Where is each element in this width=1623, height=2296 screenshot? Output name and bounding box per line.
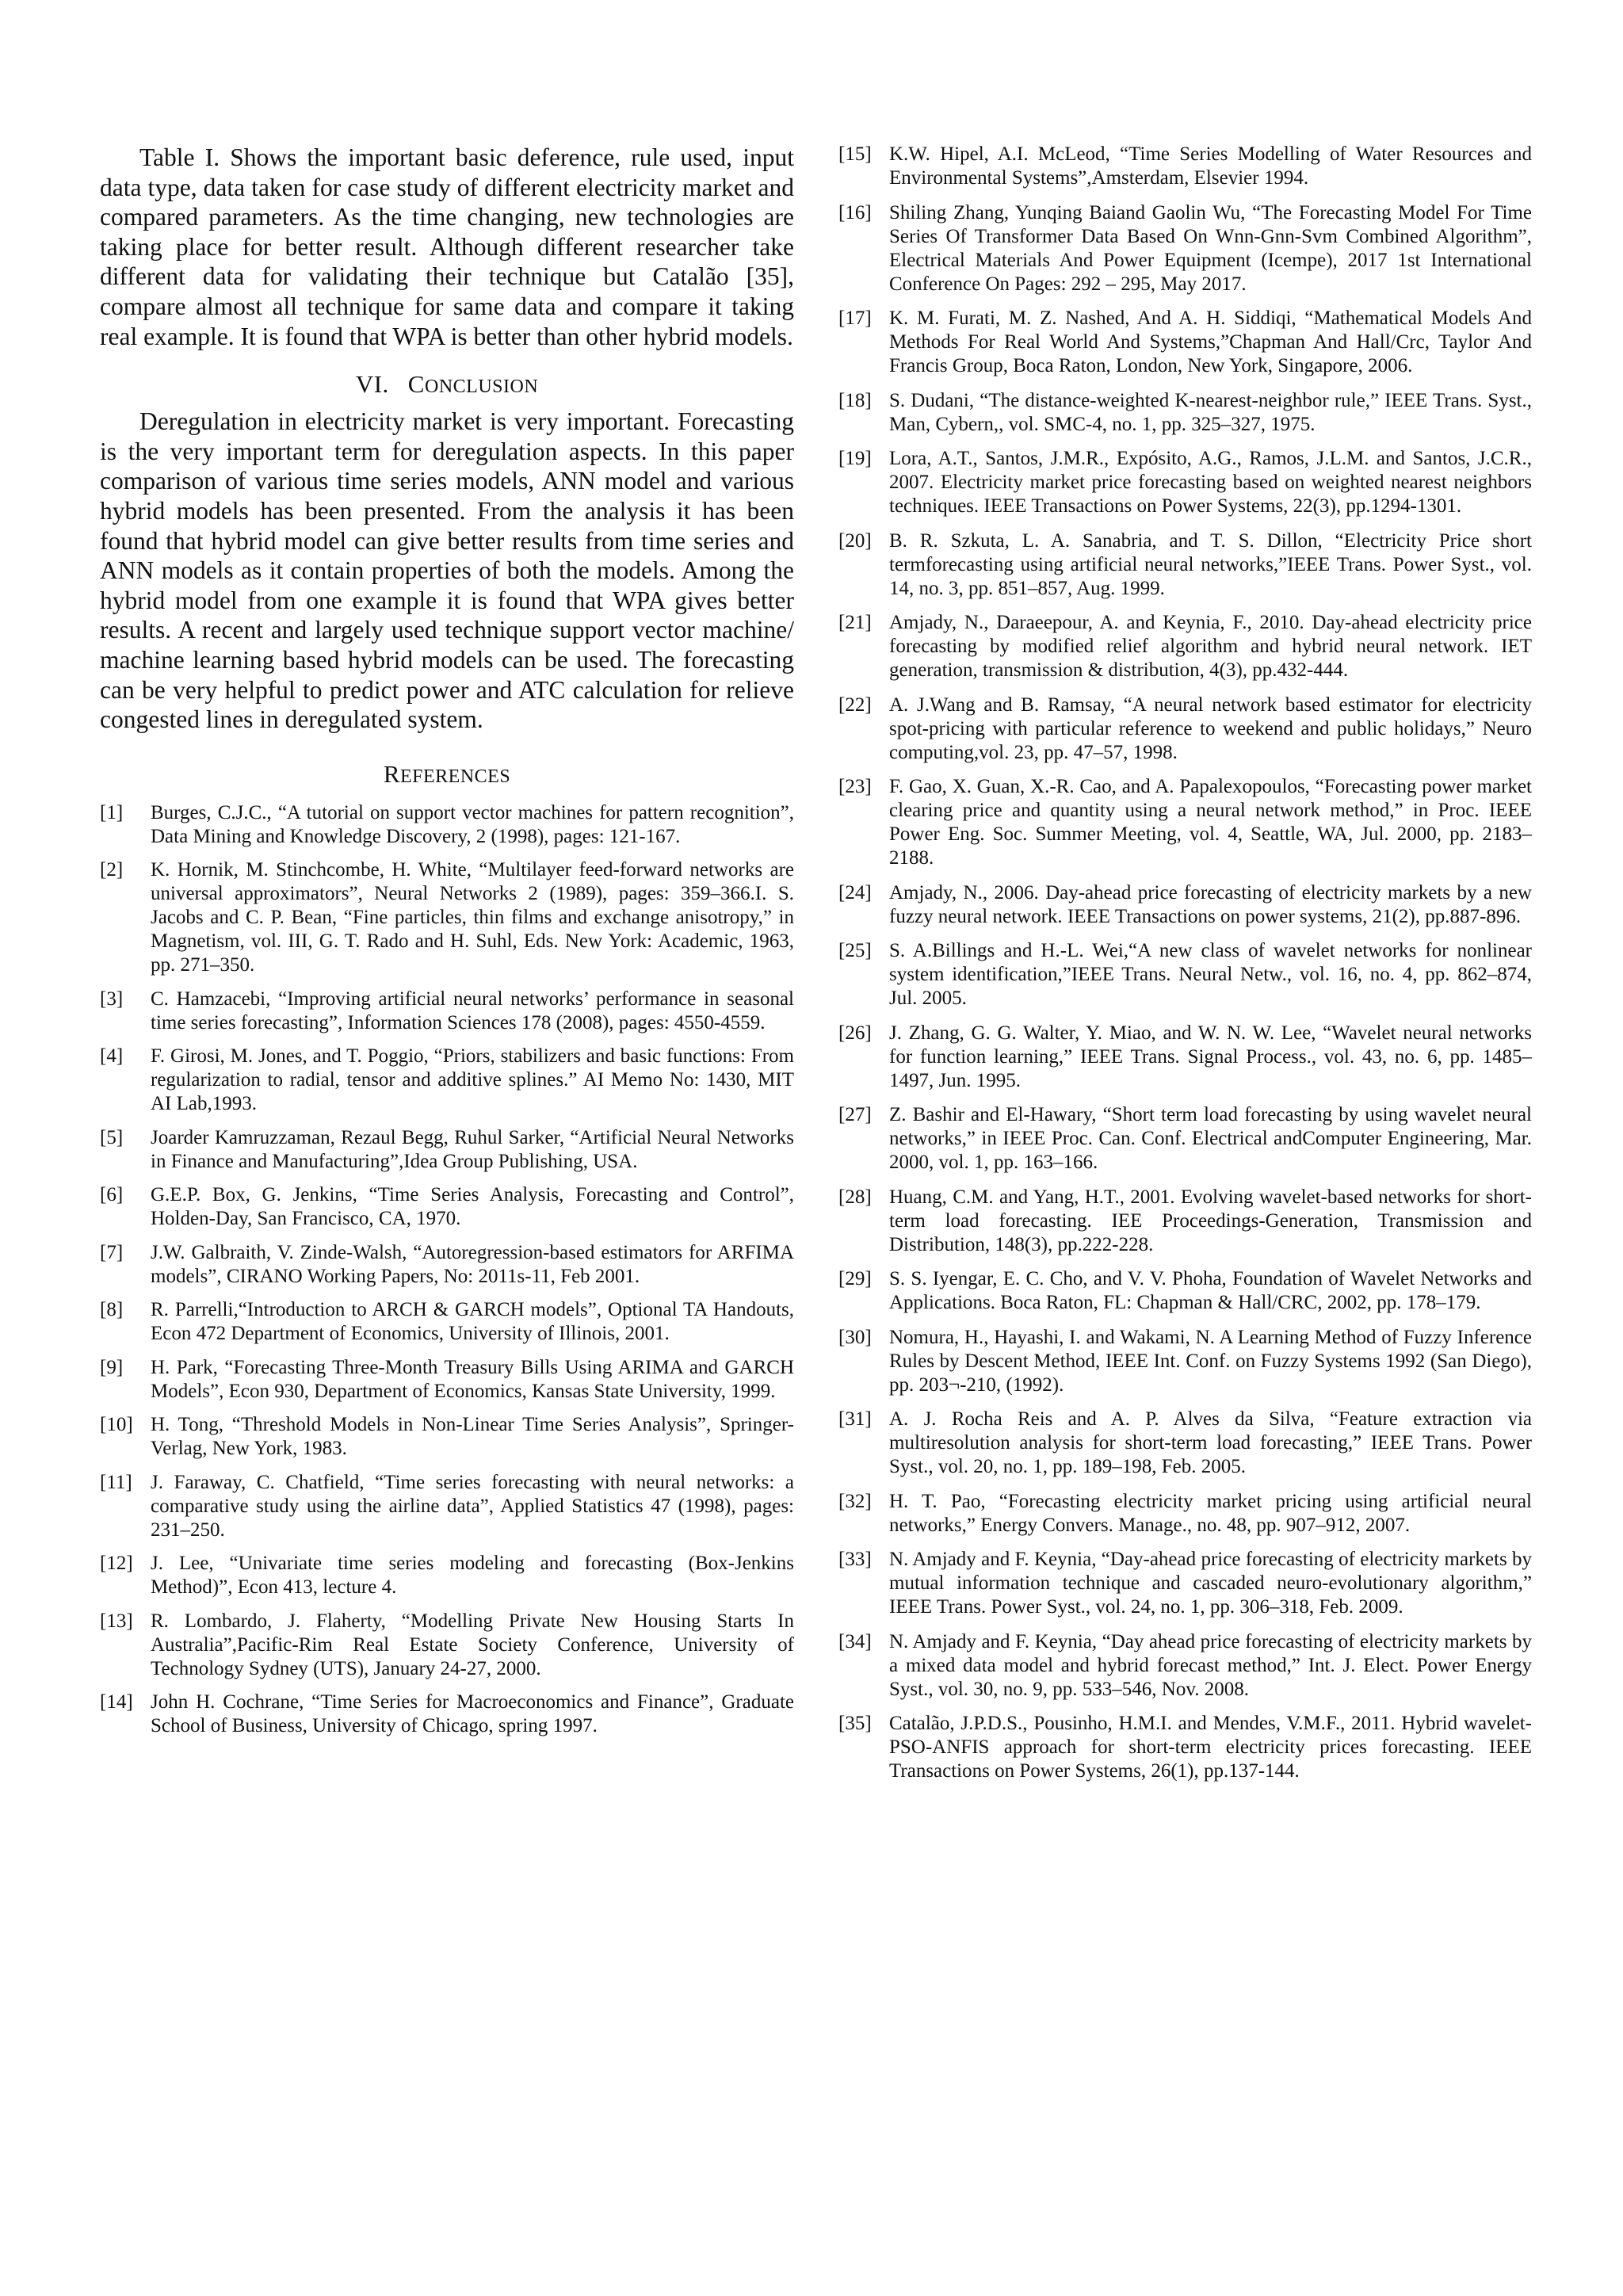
reference-text: A. J.Wang and B. Ramsay, “A neural network based estimator for electricity spot-pricing with particular reference to weekend and public holidays,” Neuro computing,vol. 23, pp. 47–57, 1998. bbox=[889, 693, 1532, 763]
reference-item bbox=[100, 1413, 794, 1461]
references-heading bbox=[100, 760, 794, 789]
reference-number: [22] bbox=[838, 693, 872, 716]
reference-text: N. Amjady and F. Keynia, “Day-ahead price forecasting of electricity markets by mutual information technique and cascaded neuro-evolutionary algorithm,” IEEE Trans. Power Syst., vol. 24, no. 1, pp. 306–318, Feb. 2009. bbox=[889, 1549, 1532, 1618]
conclusion-paragraph: Deregulation in electricity market is very important. Forecasting is the very important term for deregulation aspects. In this paper comparison of various time series models, ANN model and various hybrid models has been presented. From the analysis it has been found that hybrid model can give better results from time series and ANN models as it contain properties of both the models. Among the hybrid model from one example it is found that WPA gives better results. A recent and largely used technique support vector machine/ machine learning based hybrid models can be used. The forecasting can be very helpful to predict power and ATC calculation for relieve congested lines in deregulated system. bbox=[100, 407, 794, 734]
reference-number: [16] bbox=[838, 201, 872, 223]
reference-item bbox=[100, 858, 794, 977]
reference-item bbox=[100, 1471, 794, 1542]
reference-list-left bbox=[100, 801, 794, 1739]
reference-text: C. Hamzacebi, “Improving artificial neural networks’ performance in seasonal time series forecasting”, Information Sciences 178 (2008), pages: 4550-4559. bbox=[151, 988, 794, 1033]
reference-text: Amjady, N., Daraeepour, A. and Keynia, F., 2010. Day-ahead electricity price forecasting by modified relief algorithm and hybrid neural network. IET generation, transmission & distribution, 4(3), pp.432-444. bbox=[889, 612, 1532, 681]
references-heading-rest: EFERENCES bbox=[400, 766, 511, 787]
reference-number: [18] bbox=[838, 389, 872, 411]
reference-item bbox=[838, 1630, 1532, 1702]
reference-number: [28] bbox=[838, 1186, 872, 1208]
reference-item bbox=[100, 1241, 794, 1289]
reference-item bbox=[100, 1610, 794, 1681]
reference-number: [11] bbox=[100, 1471, 132, 1493]
reference-number: [20] bbox=[838, 529, 872, 552]
reference-text: A. J. Rocha Reis and A. P. Alves da Silva, “Feature extraction via multiresolution analysis for short-term load forecasting,” IEEE Trans. Power Syst., vol. 20, no. 1, pp. 189–198, Feb. 2005. bbox=[889, 1408, 1532, 1477]
references-heading-initial: R bbox=[383, 759, 400, 788]
reference-item bbox=[100, 1298, 794, 1346]
reference-number: [9] bbox=[100, 1356, 124, 1378]
conclusion-title-initial: C bbox=[407, 370, 425, 399]
reference-text: F. Girosi, M. Jones, and T. Poggio, “Priors, stabilizers and basic functions: From regularization to radial, tensor and additive splines.” AI Memo No: 1430, MIT AI Lab,1993. bbox=[151, 1045, 794, 1115]
reference-number: [5] bbox=[100, 1126, 124, 1148]
reference-number: [34] bbox=[838, 1630, 872, 1652]
reference-number: [23] bbox=[838, 776, 872, 797]
reference-text: H. Park, “Forecasting Three-Month Treasury Bills Using ARIMA and GARCH Models”, Econ 930, Department of Economics, Kansas State University, 1999. bbox=[151, 1356, 794, 1402]
reference-number: [15] bbox=[838, 143, 872, 165]
reference-item bbox=[838, 1267, 1532, 1315]
reference-item bbox=[838, 447, 1532, 518]
reference-item bbox=[100, 1552, 794, 1599]
left-column bbox=[100, 143, 794, 1748]
reference-number: [8] bbox=[100, 1299, 124, 1321]
reference-item bbox=[838, 1490, 1532, 1538]
reference-number: [13] bbox=[100, 1610, 133, 1632]
reference-text: J. Faraway, C. Chatfield, “Time series forecasting with neural networks: a comparative study using the airline data”, Applied Statistics 47 (1998), pages: 231–250. bbox=[151, 1471, 794, 1541]
reference-number: [21] bbox=[838, 612, 872, 633]
reference-number: [2] bbox=[100, 859, 124, 881]
reference-number: [32] bbox=[838, 1490, 872, 1512]
reference-text: J. Lee, “Univariate time series modeling and forecasting (Box-Jenkins Method)”, Econ 413, lecture 4. bbox=[151, 1553, 794, 1599]
reference-item bbox=[100, 988, 794, 1035]
reference-item bbox=[838, 1186, 1532, 1257]
reference-item bbox=[100, 801, 794, 849]
reference-number: [7] bbox=[100, 1241, 124, 1263]
reference-number: [33] bbox=[838, 1549, 872, 1570]
conclusion-title-rest: ONCLUSION bbox=[424, 376, 539, 398]
reference-number: [3] bbox=[100, 988, 124, 1010]
reference-text: J.W. Galbraith, V. Zinde-Walsh, “Autoregression-based estimators for ARFIMA models”, CIRANO Working Papers, No: 2011s-11, Feb 2001. bbox=[151, 1241, 794, 1287]
reference-number: [19] bbox=[838, 448, 872, 469]
reference-text: R. Parrelli,“Introduction to ARCH & GARCH models”, Optional TA Handouts, Econ 472 Department of Economics, University of Illinois, 2001. bbox=[151, 1299, 794, 1345]
reference-number: [35] bbox=[838, 1713, 872, 1734]
reference-text: H. Tong, “Threshold Models in Non-Linear Time Series Analysis”, Springer-Verlag, New York, 1983. bbox=[151, 1414, 794, 1460]
reference-text: F. Gao, X. Guan, X.-R. Cao, and A. Papalexopoulos, “Forecasting power market clearing price and quantity using a neural network method,” in Proc. IEEE Power Eng. Soc. Summer Meeting, vol. 4, Seattle, WA, Jul. 2000, pp. 2183–2188. bbox=[889, 776, 1532, 869]
reference-item bbox=[838, 1103, 1532, 1175]
conclusion-heading bbox=[100, 370, 794, 399]
reference-item bbox=[838, 939, 1532, 1010]
reference-text: K. M. Furati, M. Z. Nashed, And A. H. Siddiqi, “Mathematical Models And Methods For Real World And Systems,”Chapman And Hall/Crc, Taylor And Francis Group, Boca Raton, London, New York, Singapore, 2006. bbox=[889, 308, 1532, 376]
reference-text: K.W. Hipel, A.I. McLeod, “Time Series Modelling of Water Resources and Environmental Systems”,Amsterdam, Elsevier 1994. bbox=[889, 143, 1532, 189]
reference-text: Lora, A.T., Santos, J.M.R., Expósito, A.G., Ramos, J.L.M. and Santos, J.C.R., 2007. Electricity market price forecasting based on weighted nearest neighbors techniques. IEEE Transactions on Power Systems, 22(3), pp.1294-1301. bbox=[889, 448, 1532, 517]
reference-text: N. Amjady and F. Keynia, “Day ahead price forecasting of electricity markets by a mixed data model and hybrid forecast method,” Int. J. Elect. Power Energy Syst., vol. 30, no. 9, pp. 533–546, Nov. 2008. bbox=[889, 1630, 1532, 1700]
reference-number: [1] bbox=[100, 801, 124, 823]
reference-text: S. A.Billings and H.-L. Wei,“A new class of wavelet networks for nonlinear system identification,”IEEE Trans. Neural Netw., vol. 16, no. 4, pp. 862–874, Jul. 2005. bbox=[889, 940, 1532, 1009]
reference-text: John H. Cochrane, “Time Series for Macroeconomics and Finance”, Graduate School of Business, University of Chicago, spring 1997. bbox=[151, 1691, 794, 1737]
reference-number: [31] bbox=[838, 1408, 872, 1430]
reference-item bbox=[838, 389, 1532, 437]
reference-number: [29] bbox=[838, 1268, 872, 1289]
reference-item bbox=[838, 201, 1532, 296]
reference-item bbox=[100, 1183, 794, 1231]
reference-item bbox=[838, 1022, 1532, 1093]
reference-number: [14] bbox=[100, 1691, 133, 1713]
reference-text: G.E.P. Box, G. Jenkins, “Time Series Analysis, Forecasting and Control”, Holden-Day, San Francisco, CA, 1970. bbox=[151, 1184, 794, 1230]
reference-text: Huang, C.M. and Yang, H.T., 2001. Evolving wavelet-based networks for short-term load forecasting. IEE Proceedings-Generation, Transmission and Distribution, 148(3), pp.222-228. bbox=[889, 1186, 1532, 1255]
reference-text: Shiling Zhang, Yunqing Baiand Gaolin Wu, “The Forecasting Model For Time Series Of Transformer Data Based On Wnn-Gnn-Svm Combined Algorithm”, Electrical Materials And Power Equipment (Icempe), 2017 1st International Conference On Pages: 292 – 295, May 2017. bbox=[889, 201, 1532, 295]
reference-text: Burges, C.J.C., “A tutorial on support vector machines for pattern recognition”, Data Mining and Knowledge Discovery, 2 (1998), pages: 121-167. bbox=[151, 801, 794, 847]
reference-item bbox=[838, 143, 1532, 190]
reference-number: [30] bbox=[838, 1326, 872, 1348]
reference-text: J. Zhang, G. G. Walter, Y. Miao, and W. N. W. Lee, “Wavelet neural networks for function learning,” IEEE Trans. Signal Process., vol. 43, no. 6, pp. 1485–1497, Jun. 1995. bbox=[889, 1022, 1532, 1091]
reference-item bbox=[838, 881, 1532, 929]
intro-paragraph: Table I. Shows the important basic deference, rule used, input data type, data taken for case study of different electricity market and compared parameters. As the time changing, new technologies are taking place for better result. Although different researcher take different data for validating their technique but Catalão [35], compare almost all technique for same data and compare it taking real example. It is found that WPA is better than other hybrid models. bbox=[100, 143, 794, 350]
reference-number: [6] bbox=[100, 1184, 124, 1206]
reference-number: [27] bbox=[838, 1104, 872, 1125]
reference-list-right bbox=[838, 143, 1532, 1783]
reference-text: Z. Bashir and El-Hawary, “Short term load forecasting by using wavelet neural networks,” in IEEE Proc. Can. Conf. Electrical andComputer Engineering, Mar. 2000, vol. 1, pp. 163–166. bbox=[889, 1104, 1532, 1173]
conclusion-number: VI. bbox=[355, 370, 389, 399]
right-column bbox=[838, 143, 1532, 1794]
reference-item bbox=[838, 1408, 1532, 1479]
reference-item bbox=[838, 1712, 1532, 1783]
reference-number: [24] bbox=[838, 881, 872, 904]
reference-item bbox=[100, 1126, 794, 1174]
reference-item bbox=[100, 1045, 794, 1116]
reference-text: K. Hornik, M. Stinchcombe, H. White, “Multilayer feed-forward networks are universal approximators”, Neural Networks 2 (1989), pages: 359–366.I. S. Jacobs and C. P. Bean, “Fine particles, thin films and exchange anisotropy,” in Magnetism, vol. III, G. T. Rado and H. Suhl, Eds. New York: Academic, 1963, pp. 271–350. bbox=[151, 859, 794, 976]
reference-item bbox=[838, 529, 1532, 601]
reference-number: [10] bbox=[100, 1414, 133, 1436]
reference-text: H. T. Pao, “Forecasting electricity market pricing using artificial neural networks,” Energy Convers. Manage., no. 48, pp. 907–912, 2007. bbox=[889, 1490, 1532, 1536]
reference-item bbox=[100, 1356, 794, 1404]
reference-item bbox=[838, 611, 1532, 682]
reference-number: [17] bbox=[838, 308, 872, 329]
reference-item bbox=[838, 693, 1532, 765]
reference-text: Nomura, H., Hayashi, I. and Wakami, N. A Learning Method of Fuzzy Inference Rules by Descent Method, IEEE Int. Conf. on Fuzzy Systems 1992 (San Diego), pp. 203¬-210, (1992). bbox=[889, 1326, 1532, 1396]
reference-number: [12] bbox=[100, 1553, 133, 1575]
reference-text: S. S. Iyengar, E. C. Cho, and V. V. Phoha, Foundation of Wavelet Networks and Applications. Boca Raton, FL: Chapman & Hall/CRC, 2002, pp. 178–179. bbox=[889, 1268, 1532, 1313]
reference-text: Catalão, J.P.D.S., Pousinho, H.M.I. and Mendes, V.M.F., 2011. Hybrid wavelet-PSO-ANFIS approach for short-term electricity prices forecasting. IEEE Transactions on Power Systems, 26(1), pp.137-144. bbox=[889, 1713, 1532, 1782]
reference-text: S. Dudani, “The distance-weighted K-nearest-neighbor rule,” IEEE Trans. Syst., Man, Cybern,, vol. SMC-4, no. 1, pp. 325–327, 1975. bbox=[889, 389, 1532, 435]
reference-item bbox=[100, 1690, 794, 1738]
reference-item bbox=[838, 307, 1532, 378]
reference-item bbox=[838, 775, 1532, 870]
reference-text: B. R. Szkuta, L. A. Sanabria, and T. S. Dillon, “Electricity Price short termforecasting using artificial neural networks,”IEEE Trans. Power Syst., vol. 14, no. 3, pp. 851–857, Aug. 1999. bbox=[889, 529, 1532, 599]
reference-text: R. Lombardo, J. Flaherty, “Modelling Private New Housing Starts In Australia”,Pacific-Rim Real Estate Society Conference, University of Technology Sydney (UTS), January 24-27, 2000. bbox=[151, 1610, 794, 1679]
reference-number: [25] bbox=[838, 940, 872, 961]
reference-number: [4] bbox=[100, 1045, 124, 1068]
reference-text: Joarder Kamruzzaman, Rezaul Begg, Ruhul Sarker, “Artificial Neural Networks in Finance and Manufacturing”,Idea Group Publishing, USA. bbox=[151, 1126, 794, 1172]
reference-number: [26] bbox=[838, 1022, 872, 1044]
reference-item bbox=[838, 1548, 1532, 1619]
reference-item bbox=[838, 1326, 1532, 1397]
reference-text: Amjady, N., 2006. Day-ahead price forecasting of electricity markets by a new fuzzy neural network. IEEE Transactions on power systems, 21(2), pp.887-896. bbox=[889, 881, 1532, 927]
